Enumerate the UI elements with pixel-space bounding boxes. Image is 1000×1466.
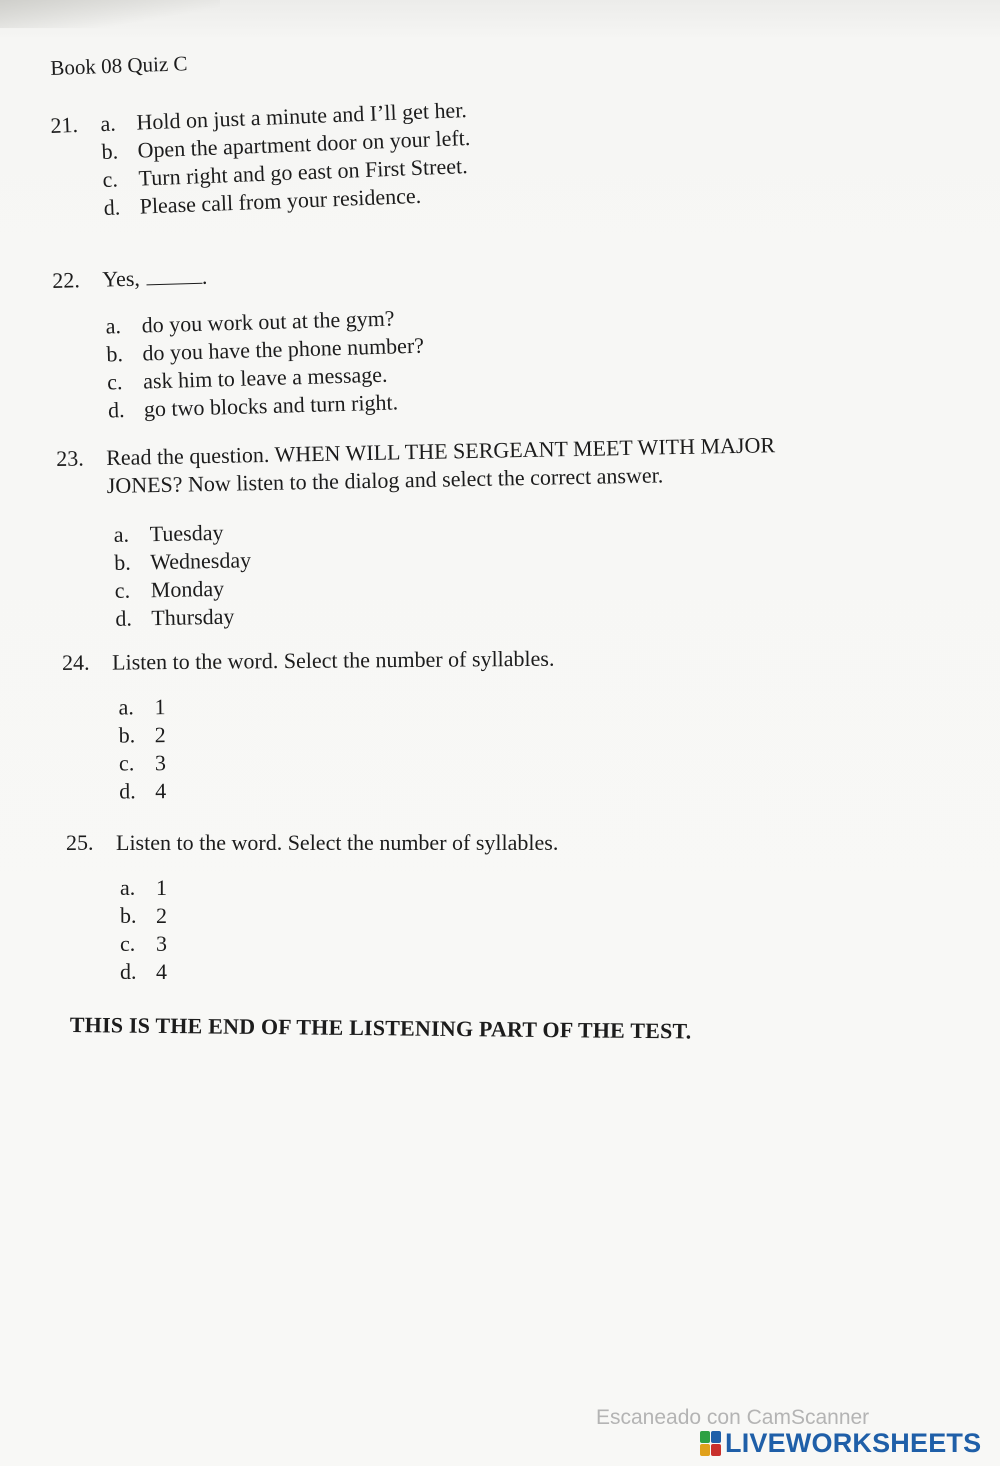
question-23: [56, 432, 778, 634]
option-c[interactable]: [120, 930, 558, 958]
option-b[interactable]: [119, 718, 556, 750]
option-letter: b.: [101, 138, 119, 165]
question-number: 25.: [66, 830, 94, 855]
options-list: [118, 690, 555, 806]
options-list: [113, 508, 778, 633]
option-letter: b.: [120, 903, 137, 928]
option-text: 3: [154, 750, 167, 776]
option-c[interactable]: [119, 746, 556, 778]
option-text: 3: [156, 931, 167, 956]
option-letter: b.: [114, 549, 131, 575]
liveworksheets-icon: [700, 1431, 722, 1457]
options-list: [100, 96, 473, 222]
stem-period: .: [201, 263, 208, 289]
option-text: 4: [156, 959, 167, 984]
page-corner-shadow: [0, 0, 220, 28]
question-22: [52, 258, 426, 426]
option-letter: d.: [115, 605, 133, 631]
option-text: ask him to leave a message.: [142, 361, 388, 394]
option-d[interactable]: [119, 774, 556, 806]
option-letter: c.: [120, 931, 136, 956]
option-text: 2: [154, 722, 166, 748]
option-text: go two blocks and turn right.: [143, 389, 399, 422]
quiz-header: Book 08 Quiz C: [50, 51, 188, 80]
options-list: [120, 874, 558, 986]
question-stem: Yes,: [101, 265, 141, 292]
option-text: 2: [156, 903, 167, 928]
option-b[interactable]: [120, 902, 558, 930]
option-letter: a.: [105, 313, 122, 339]
option-text: 1: [156, 875, 167, 900]
options-list: [105, 304, 426, 425]
option-letter: c.: [102, 166, 119, 193]
question-21: [50, 96, 473, 224]
option-letter: c.: [106, 369, 123, 395]
option-text: Hold on just a minute and I’ll get her.: [135, 97, 468, 135]
option-text: Tuesday: [149, 519, 224, 547]
option-letter: b.: [106, 341, 124, 367]
option-letter: a.: [120, 875, 136, 900]
question-24: [62, 646, 556, 806]
question-number: 24.: [62, 649, 90, 675]
option-text: do you have the phone number?: [142, 332, 425, 366]
option-letter: b.: [118, 722, 136, 748]
question-number: 23.: [56, 445, 84, 471]
option-text: Wednesday: [149, 547, 252, 575]
option-text: Open the apartment door on your left.: [137, 124, 471, 163]
question-stem-line-1: Read the question. WHEN WILL THE SERGEANT MEET WITH MAJOR: [105, 432, 776, 471]
question-25: [66, 830, 558, 986]
option-letter: a.: [118, 694, 134, 720]
option-text: Please call from your residence.: [139, 182, 422, 219]
question-number: 21.: [50, 111, 79, 138]
camscanner-watermark: Escaneado con CamScanner: [596, 1406, 870, 1429]
end-of-listening-note: THIS IS THE END OF THE LISTENING PART OF THE TEST.: [69, 1012, 692, 1044]
question-number: 22.: [52, 267, 81, 293]
option-letter: d.: [103, 194, 121, 220]
liveworksheets-wordmark: LIVEWORKSHEETS: [725, 1428, 982, 1458]
option-letter: a.: [100, 110, 117, 137]
option-text: Turn right and go east on First Street.: [138, 153, 469, 191]
option-text: Monday: [150, 575, 225, 603]
option-letter: c.: [118, 750, 135, 776]
option-letter: c.: [114, 577, 131, 603]
option-letter: a.: [113, 521, 130, 547]
option-letter: d.: [119, 778, 136, 804]
option-text: Thursday: [151, 603, 235, 631]
option-a[interactable]: [120, 874, 558, 902]
question-stem-line-2: JONES? Now listen to the dialog and select the correct answer.: [106, 462, 664, 499]
option-text: do you work out at the gym?: [141, 305, 395, 338]
question-stem: Listen to the word. Select the number of syllables.: [116, 830, 559, 855]
liveworksheets-logo: [700, 1428, 981, 1459]
option-text: 1: [154, 694, 166, 720]
option-letter: d.: [120, 959, 137, 984]
question-stem: Listen to the word. Select the number of syllables.: [111, 645, 555, 675]
answer-blank: [146, 273, 202, 286]
option-d[interactable]: [120, 958, 558, 986]
option-letter: d.: [107, 397, 125, 423]
option-a[interactable]: [118, 690, 555, 722]
option-text: 4: [155, 778, 167, 804]
